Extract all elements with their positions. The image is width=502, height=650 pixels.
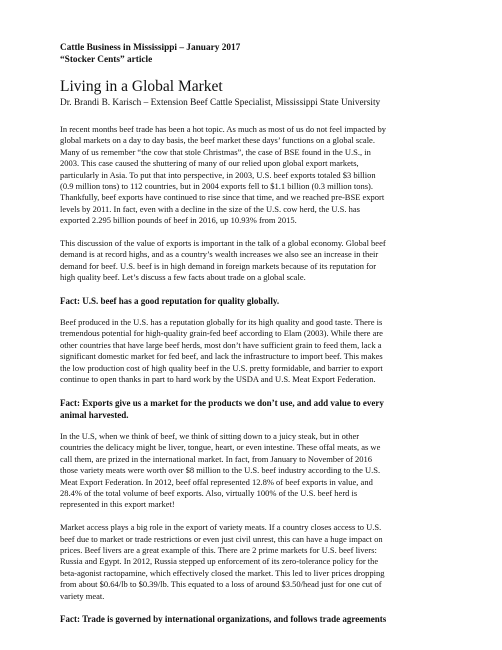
fact-heading (60, 295, 450, 307)
text-line: exported 2.295 billion pounds of beef in 2016, up 10.93% from 2015. (60, 215, 297, 226)
text-line: Fact: Trade is governed by international organizations, and follows trade agreements (60, 614, 387, 625)
text-line: Market access plays a big role in the export of variety meats. If a country closes access to U.S. (60, 522, 382, 533)
document-header (60, 42, 240, 66)
text-line: Thankfully, beef exports have continued to rise since that time, and we reached pre-BSE export (60, 192, 385, 203)
text-line: those variety meats were worth over $8 million to the U.S. beef industry according to the U.S. (60, 465, 381, 476)
body-paragraph (60, 238, 450, 284)
text-line: countries the delicacy might be liver, tongue, heart, or even intestine. These offal meats, as we (60, 442, 381, 453)
text-line: beta-agonist ractopamine, which effectively closed the market. This led to liver prices dropping (60, 567, 385, 578)
text-line: prices. Beef livers are a great example of this. There are 2 prime markets for U.S. beef livers: (60, 544, 377, 555)
article-body (60, 124, 450, 635)
text-line: Meat Export Federation. In 2012, beef offal represented 12.8% of beef exports in value, and (60, 476, 373, 487)
text-line: In the U.S, when we think of beef, we think of sitting down to a juicy steak, but in other (60, 430, 360, 441)
text-line: 28.4% of the total volume of beef exports. Also, virtually 100% of the U.S. beef herd is (60, 487, 358, 498)
text-line: (0.9 million tons) to 112 countries, but in 2004 exports fell to $1.1 billion (0.3 million tons). (60, 181, 373, 192)
text-line: represented in this export market! (60, 499, 175, 510)
header-article-label: “Stocker Cents” article (60, 55, 153, 65)
text-line: beef due to market or trade restrictions or even just civil unrest, this can have a huge impact on (60, 533, 383, 544)
text-line: Fact: U.S. beef has a good reputation for quality globally. (60, 296, 280, 307)
body-paragraph (60, 522, 450, 602)
text-line: Fact: Exports give us a market for the products we don’t use, and add value to every (60, 397, 384, 408)
body-paragraph (60, 124, 450, 227)
text-line: the low production cost of high quality beef in the U.S. pretty formidable, and barrier to export (60, 362, 383, 373)
fact-heading (60, 397, 450, 421)
text-line: variety meat. (60, 590, 105, 601)
article-author: Dr. Brandi B. Karisch – Extension Beef Cattle Specialist, Mississippi State University (60, 98, 381, 108)
text-line: This discussion of the value of exports is important in the talk of a global economy. Global beef (60, 238, 386, 249)
text-line: other countries that have large beef herds, most don’t have sufficient grain to feed them, lack a (60, 339, 382, 350)
text-line: from about $0.64/lb to $0.39/lb. This equated to a loss of around $3.50/head just for one cut of (60, 579, 382, 590)
text-line: tremendous potential for high-quality grain-fed beef according to Elam (2003). While there are (60, 328, 383, 339)
text-line: Russia and Egypt. In 2012, Russia stepped up enforcement of its zero-tolerance policy for the (60, 556, 379, 567)
header-publication: Cattle Business in Mississippi – January 2017 (60, 43, 241, 53)
text-line: demand is at record highs, and as a country’s wealth increases we also see an increase in their (60, 249, 379, 260)
text-line: particularly in Asia. To put that into perspective, in 2003, U.S. beef exports totaled $3 billion (60, 169, 376, 180)
text-line: call them, are prized in the international market. In fact, from January to November of 2016 (60, 453, 373, 464)
text-line: global markets on a day to day basis, the beef market these days’ functions on a global scale. (60, 135, 375, 146)
article-title: Living in a Global Market (60, 78, 223, 95)
text-line: Many of us remember “the cow that stole Christmas”, the case of BSE found in the U.S., in (60, 146, 371, 157)
text-line: 2003. This case caused the shuttering of many of our relied upon global export markets, (60, 158, 359, 169)
body-paragraph (60, 317, 450, 385)
text-line: high quality beef. Let’s discuss a few facts about trade on a global scale. (60, 272, 306, 283)
text-line: significant domestic market for fed beef, and lack the infrastructure to import beef. This makes (60, 351, 383, 362)
text-line: Beef produced in the U.S. has a reputation globally for its high quality and good taste. There is (60, 317, 383, 328)
text-line: animal harvested. (60, 409, 129, 420)
body-paragraph (60, 431, 450, 511)
text-line: demand for beef. U.S. beef is in high demand in foreign markets because of its reputation for (60, 260, 377, 271)
text-line: continue to open thanks in part to hard work by the USDA and U.S. Meat Export Federation. (60, 374, 376, 385)
fact-heading (60, 613, 450, 625)
text-line: levels by 2011. In fact, even with a decline in the size of the U.S. cow herd, the U.S. has (60, 203, 360, 214)
text-line: In recent months beef trade has been a hot topic. As much as most of us do not feel impacted by (60, 124, 386, 134)
